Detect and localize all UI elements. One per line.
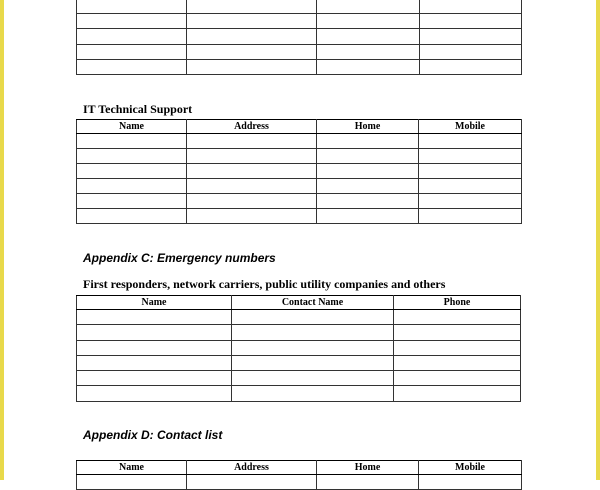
table-cell: [317, 44, 420, 59]
table-cell: [77, 355, 232, 370]
table-cell: [187, 59, 317, 74]
table-cell: [187, 194, 317, 209]
table-cell: [317, 134, 419, 149]
table-cell: [77, 194, 187, 209]
table-cell: [232, 325, 394, 340]
table-row: [77, 0, 522, 14]
column-header-phone: Phone: [394, 296, 521, 310]
table-cell: [394, 325, 521, 340]
table-cell: [317, 59, 420, 74]
table-cell: [317, 209, 419, 224]
table-cell: [232, 371, 394, 386]
column-header-name: Name: [77, 461, 187, 475]
emergency-numbers-table: [76, 295, 521, 402]
table-cell: [317, 164, 419, 179]
it-support-table: [76, 119, 522, 224]
table-cell: [187, 0, 317, 14]
column-header-mobile: Mobile: [419, 461, 522, 475]
table-cell: [232, 340, 394, 355]
table-row: [77, 164, 522, 179]
appendix-c-heading: Appendix C: Emergency numbers: [83, 251, 276, 265]
table-cell: [420, 44, 522, 59]
table-cell: [187, 149, 317, 164]
table-cell: [394, 340, 521, 355]
table-cell: [77, 475, 187, 490]
table-cell: [317, 0, 420, 14]
table-row: [77, 179, 522, 194]
table-cell: [77, 340, 232, 355]
table-cell: [77, 14, 187, 29]
table-cell: [419, 179, 522, 194]
table-row: [77, 149, 522, 164]
table-row: [77, 29, 522, 44]
table-cell: [187, 164, 317, 179]
table-cell: [232, 386, 394, 401]
table-cell: [77, 59, 187, 74]
table-cell: [420, 29, 522, 44]
table-row: [77, 14, 522, 29]
table-row: [77, 475, 522, 490]
column-header-mobile: Mobile: [419, 120, 522, 134]
it-support-heading: IT Technical Support: [83, 102, 193, 116]
contact-list-table: [76, 460, 522, 490]
column-header-contact-name: Contact Name: [232, 296, 394, 310]
table-cell: [232, 355, 394, 370]
column-header-address: Address: [187, 120, 317, 134]
column-header-name: Name: [77, 120, 187, 134]
table-cell: [77, 179, 187, 194]
table-cell: [187, 209, 317, 224]
contact-table-top: [76, 0, 522, 75]
table-row: [77, 371, 521, 386]
table-cell: [77, 386, 232, 401]
table-cell: [187, 14, 317, 29]
table-cell: [77, 29, 187, 44]
table-cell: [77, 371, 232, 386]
table-cell: [394, 310, 521, 325]
table-cell: [394, 386, 521, 401]
table-row: [77, 340, 521, 355]
table-cell: [77, 325, 232, 340]
table-cell: [77, 164, 187, 179]
table-cell: [420, 0, 522, 14]
column-header-name: Name: [77, 296, 232, 310]
table-cell: [317, 29, 420, 44]
table-cell: [317, 179, 419, 194]
table-cell: [187, 44, 317, 59]
table-row: [77, 134, 522, 149]
table-cell: [317, 14, 420, 29]
table-row: [77, 386, 521, 401]
table-cell: [419, 475, 522, 490]
appendix-d-heading: Appendix D: Contact list: [83, 428, 223, 442]
table-cell: [419, 164, 522, 179]
column-header-home: Home: [317, 461, 419, 475]
page-edge-left: [0, 0, 4, 480]
table-cell: [419, 209, 522, 224]
table-cell: [419, 194, 522, 209]
table-cell: [419, 149, 522, 164]
table-cell: [77, 134, 187, 149]
table-row: [77, 310, 521, 325]
table-cell: [419, 134, 522, 149]
table-cell: [77, 209, 187, 224]
table-cell: [317, 194, 419, 209]
column-header-address: Address: [187, 461, 317, 475]
table-row: [77, 355, 521, 370]
table-row: [77, 325, 521, 340]
column-header-home: Home: [317, 120, 419, 134]
table-cell: [420, 14, 522, 29]
table-row: [77, 209, 522, 224]
table-cell: [187, 29, 317, 44]
table-cell: [420, 59, 522, 74]
table-cell: [394, 355, 521, 370]
responders-heading: First responders, network carriers, public utility companies and others: [83, 277, 446, 291]
page-edge-right: [596, 0, 600, 480]
table-cell: [317, 475, 419, 490]
table-cell: [232, 310, 394, 325]
table-row: [77, 194, 522, 209]
table-cell: [317, 149, 419, 164]
table-cell: [187, 179, 317, 194]
table-row: [77, 59, 522, 74]
table-cell: [187, 475, 317, 490]
table-cell: [77, 310, 232, 325]
table-cell: [187, 134, 317, 149]
table-cell: [77, 0, 187, 14]
table-cell: [77, 44, 187, 59]
table-row: [77, 44, 522, 59]
table-cell: [77, 149, 187, 164]
table-cell: [394, 371, 521, 386]
